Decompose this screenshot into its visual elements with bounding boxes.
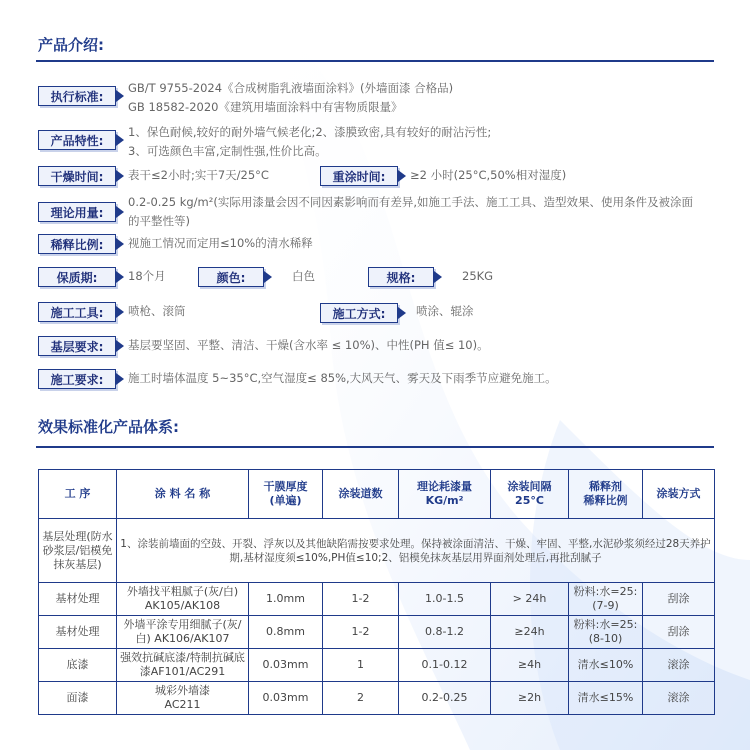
table-cell: 1-2 <box>323 616 399 649</box>
table-cell: 滚涂 <box>643 649 715 682</box>
table-cell: 刮涂 <box>643 616 715 649</box>
table-cell: 0.8mm <box>249 616 323 649</box>
table-cell: 0.03mm <box>249 682 323 715</box>
table-cell-process: 基层处理(防水砂浆层/铝模免抹灰基层) <box>39 519 117 583</box>
table-cell: 1.0mm <box>249 583 323 616</box>
table-header: 理论耗漆量 KG/m² <box>399 470 491 519</box>
table-cell: 基材处理 <box>39 616 117 649</box>
table-cell-description: 1、涂装前墙面的空鼓、开裂、浮灰以及其他缺陷需按要求处理。保持被涂面清洁、干燥、牢固、平整,水泥砂浆须经过28天养护期,基材湿度须≤10%,PH值≤10;2、铝模免抹灰基层用界面剂处理后,再批刮腻子 <box>117 519 715 583</box>
table-cell: 0.8-1.2 <box>399 616 491 649</box>
table-cell: 面漆 <box>39 682 117 715</box>
table-cell: 1.0-1.5 <box>399 583 491 616</box>
table-cell: 底漆 <box>39 649 117 682</box>
label-coverage: 理论用量: <box>38 202 116 222</box>
standard-line1: GB/T 9755-2024《合成树脂乳液墙面涂料》(外墙面漆 合格品) <box>128 81 454 95</box>
table-row <box>39 519 715 583</box>
table-cell: ≥24h <box>491 616 569 649</box>
label-substrate: 基层要求: <box>38 336 116 356</box>
table-header: 干膜厚度 (单遍) <box>249 470 323 519</box>
coverage-line2: 的平整性等) <box>128 214 190 228</box>
table-row <box>39 616 715 649</box>
table-cell: 外墙平涂专用细腻子(灰/ 白) AK106/AK107 <box>117 616 249 649</box>
table-row <box>39 682 715 715</box>
table-cell: 1-2 <box>323 583 399 616</box>
substrate-value: 基层要坚固、平整、清洁、干燥(含水率 ≤ 10%)、中性(PH 值≤ 10)。 <box>128 338 489 352</box>
table-cell: 0.03mm <box>249 649 323 682</box>
tools-value: 喷枪、滚筒 <box>128 304 186 318</box>
table-cell: 0.1-0.12 <box>399 649 491 682</box>
section-rule <box>36 60 714 62</box>
label-method: 施工方式: <box>320 303 398 323</box>
shelf-life-value: 18个月 <box>128 269 166 283</box>
label-standard: 执行标准: <box>38 86 116 106</box>
table-header: 涂装道数 <box>323 470 399 519</box>
table-header: 涂 料 名 称 <box>117 470 249 519</box>
label-dry-time: 干燥时间: <box>38 166 116 186</box>
label-tools: 施工工具: <box>38 302 116 322</box>
table-cell: 城彩外墙漆 AC211 <box>117 682 249 715</box>
features-line1: 1、保色耐候,较好的耐外墙气候老化;2、漆膜致密,具有较好的耐沾污性; <box>128 125 492 139</box>
standard-line2: GB 18582-2020《建筑用墙面涂料中有害物质限量》 <box>128 100 403 114</box>
table-cell: 基材处理 <box>39 583 117 616</box>
table-row <box>39 583 715 616</box>
section-title-product-intro: 产品介绍: <box>38 36 104 54</box>
table-cell: > 24h <box>491 583 569 616</box>
construction-value: 施工时墙体温度 5~35°C,空气湿度≤ 85%,大风天气、雾天及下雨季节应避免施工。 <box>128 371 557 385</box>
table-cell: 2 <box>323 682 399 715</box>
table-header: 工 序 <box>39 470 117 519</box>
label-recoat-time: 重涂时间: <box>320 166 398 186</box>
features-line2: 3、可选颜色丰富,定制性强,性价比高。 <box>128 144 327 158</box>
table-cell: 0.2-0.25 <box>399 682 491 715</box>
table-cell: 清水≤10% <box>569 649 643 682</box>
dilution-value: 视施工情况而定用≤10%的清水稀释 <box>128 236 313 250</box>
label-features: 产品特性: <box>38 130 116 150</box>
label-dilution: 稀释比例: <box>38 234 116 254</box>
table-header-row <box>39 470 715 519</box>
method-value: 喷涂、辊涂 <box>416 304 474 318</box>
section-title-product-system: 效果标准化产品体系: <box>38 418 179 436</box>
color-value: 白色 <box>292 269 315 283</box>
section-rule <box>36 446 714 448</box>
table-header: 涂装间隔 25°C <box>491 470 569 519</box>
label-color: 颜色: <box>198 267 264 287</box>
table-header: 涂装方式 <box>643 470 715 519</box>
product-system-table <box>38 469 715 715</box>
table-cell: 强效抗碱底漆/特制抗碱底 漆AF101/AC291 <box>117 649 249 682</box>
table-cell: ≥4h <box>491 649 569 682</box>
label-construction: 施工要求: <box>38 369 116 389</box>
table-header: 稀释剂 稀释比例 <box>569 470 643 519</box>
table-cell: 清水≤15% <box>569 682 643 715</box>
label-spec: 规格: <box>368 267 434 287</box>
table-cell: 粉料:水=25: (8-10) <box>569 616 643 649</box>
label-shelf-life: 保质期: <box>38 267 116 287</box>
table-cell: 粉料:水=25: (7-9) <box>569 583 643 616</box>
table-cell: ≥2h <box>491 682 569 715</box>
recoat-time-value: ≥2 小时(25°C,50%相对湿度) <box>410 168 567 182</box>
table-cell: 1 <box>323 649 399 682</box>
table-cell: 滚涂 <box>643 682 715 715</box>
table-row <box>39 649 715 682</box>
table-cell: 刮涂 <box>643 583 715 616</box>
table-cell: 外墙找平粗腻子(灰/白) AK105/AK108 <box>117 583 249 616</box>
coverage-line1: 0.2-0.25 kg/m²(实际用漆量会因不同因素影响而有差异,如施工手法、施工工具、造型效果、使用条件及被涂面 <box>128 195 693 209</box>
dry-time-value: 表干≤2小时;实干7天/25°C <box>128 168 269 182</box>
spec-value: 25KG <box>462 269 494 283</box>
